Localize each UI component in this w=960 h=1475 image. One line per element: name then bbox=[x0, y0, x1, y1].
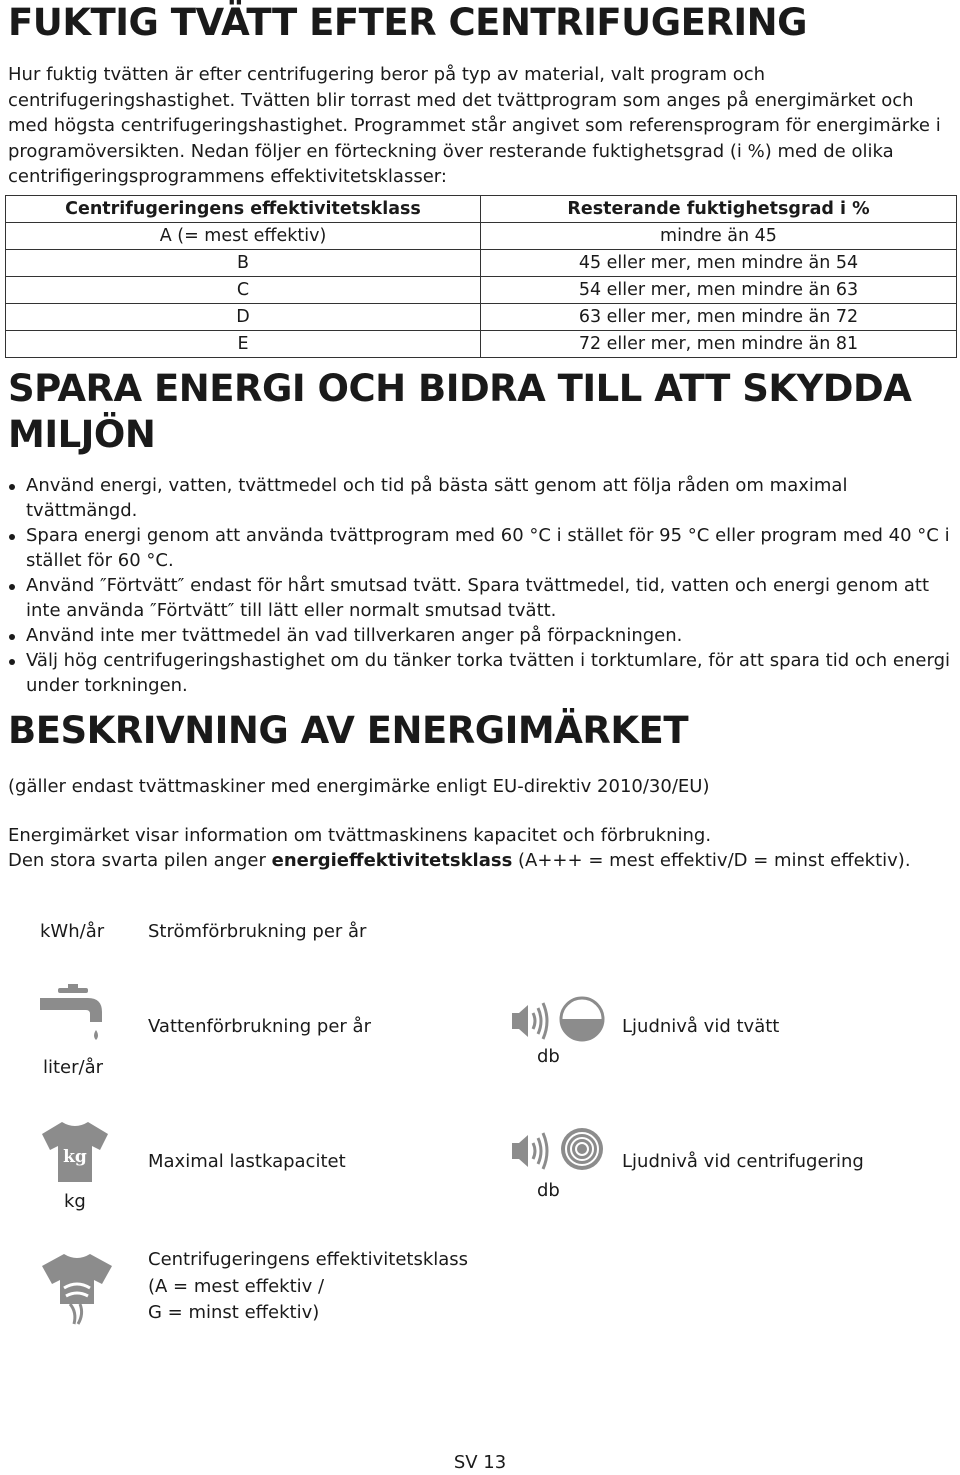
section-heading-energy-line1: SPARA ENERGI OCH BIDRA TILL ATT SKYDDA bbox=[8, 367, 912, 410]
speaker-wash-icon bbox=[510, 996, 605, 1046]
label-line-2-post: (A+++ = mest effektiv/D = minst effektiv). bbox=[512, 850, 911, 871]
table-cell-moisture: 72 eller mer, men mindre än 81 bbox=[481, 331, 957, 358]
table-header-moisture: Resterande fuktighetsgrad i % bbox=[481, 196, 957, 223]
legend-kwh-desc: Strömförbrukning per år bbox=[148, 921, 367, 942]
legend-noise-wash-unit: db bbox=[537, 1046, 560, 1067]
table-row bbox=[6, 223, 957, 250]
table-header-row bbox=[6, 196, 957, 223]
label-line-1: Energimärket visar information om tvättmaskinens kapacitet och förbrukning. bbox=[8, 825, 712, 846]
page-number: SV 13 bbox=[453, 1452, 507, 1473]
legend-spin-desc-2: (A = mest effektiv / bbox=[148, 1276, 325, 1297]
table-cell-moisture: 54 eller mer, men mindre än 63 bbox=[481, 277, 957, 304]
spin-intro-paragraph: Hur fuktig tvätten är efter centrifugering beror på typ av material, valt program och centrifugeringshastighet. Tvätten blir torrast med det tvättprogram som anges på energimärket och med högsta centrifugeringshastighet. Programmet står angivet som referensprogram för energimärke i programöversikten. Nedan följer en förteckning över resterande fuktighetsgrad (i %) med de olika centrifigeringsprogrammens effektivitetsklasser: bbox=[8, 64, 941, 187]
table-row bbox=[6, 304, 957, 331]
energy-tips-list bbox=[8, 473, 952, 698]
shirt-spin-icon bbox=[40, 1250, 114, 1326]
table-row bbox=[6, 250, 957, 277]
table-header-class: Centrifugeringens effektivitetsklass bbox=[6, 196, 481, 223]
list-item: Välj hög centrifugeringshastighet om du tänker torka tvätten i torktumlare, för att spara tid och energi under torkningen. bbox=[8, 648, 952, 698]
water-tap-icon bbox=[38, 982, 112, 1048]
legend-load-desc: Maximal lastkapacitet bbox=[148, 1151, 346, 1172]
list-item: Använd energi, vatten, tvättmedel och tid på bästa sätt genom att följa råden om maximal tvättmängd. bbox=[8, 473, 952, 523]
table-cell-class: D bbox=[6, 304, 481, 331]
speaker-spin-icon bbox=[510, 1126, 605, 1176]
label-line-2-bold: energieffektivitetsklass bbox=[271, 850, 513, 871]
legend-noise-wash-desc: Ljudnivå vid tvätt bbox=[622, 1016, 780, 1037]
section-heading-energy-line2: MILJÖN bbox=[8, 413, 156, 456]
label-line-2 bbox=[8, 848, 952, 873]
legend-kwh-unit: kWh/år bbox=[40, 921, 105, 942]
label-line-2-pre: Den stora svarta pilen anger bbox=[8, 850, 272, 871]
legend-water-unit: liter/år bbox=[43, 1057, 104, 1078]
table-cell-moisture: 63 eller mer, men mindre än 72 bbox=[481, 304, 957, 331]
legend-water-desc: Vattenförbrukning per år bbox=[148, 1016, 371, 1037]
shirt-kg-icon-text: kg bbox=[63, 1147, 87, 1167]
section-heading-label: BESKRIVNING AV ENERGIMÄRKET bbox=[8, 709, 689, 752]
table-cell-moisture: mindre än 45 bbox=[481, 223, 957, 250]
table-row bbox=[6, 331, 957, 358]
legend-noise-spin-unit: db bbox=[537, 1180, 560, 1201]
efficiency-table bbox=[5, 195, 957, 358]
section-heading-spin: FUKTIG TVÄTT EFTER CENTRIFUGERING bbox=[8, 1, 807, 44]
shirt-kg-icon bbox=[40, 1118, 110, 1184]
table-row bbox=[6, 277, 957, 304]
table-cell-class: C bbox=[6, 277, 481, 304]
legend-load-unit: kg bbox=[64, 1191, 86, 1212]
legend-spin-desc-1: Centrifugeringens effektivitetsklass bbox=[148, 1249, 469, 1270]
table-cell-class: E bbox=[6, 331, 481, 358]
list-item: Använd inte mer tvättmedel än vad tillverkaren anger på förpackningen. bbox=[8, 623, 952, 648]
table-cell-moisture: 45 eller mer, men mindre än 54 bbox=[481, 250, 957, 277]
table-cell-class: B bbox=[6, 250, 481, 277]
list-item: Spara energi genom att använda tvättprogram med 60 °C i stället för 95 °C eller program med 40 °C i stället för 60 °C. bbox=[8, 523, 952, 573]
table-cell-class: A (= mest effektiv) bbox=[6, 223, 481, 250]
legend-noise-spin-desc: Ljudnivå vid centrifugering bbox=[622, 1151, 864, 1172]
legend-spin-desc-3: G = minst effektiv) bbox=[148, 1302, 320, 1323]
label-note: (gäller endast tvättmaskiner med energimärke enligt EU-direktiv 2010/30/EU) bbox=[8, 776, 710, 797]
list-item: Använd ″Förtvätt″ endast för hårt smutsad tvätt. Spara tvättmedel, tid, vatten och energi genom att inte använda ″Förtvätt″ till lätt eller normalt smutsad tvätt. bbox=[8, 573, 952, 623]
